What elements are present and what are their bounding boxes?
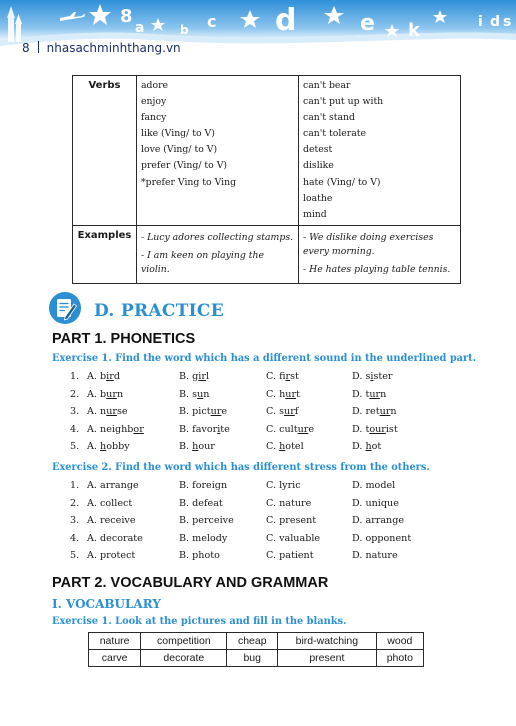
answer-option-a[interactable] <box>87 406 128 417</box>
example-sentence: - He hates playing table tennis. <box>303 263 451 275</box>
dislike-verb-item: can't put up with <box>303 96 384 108</box>
answer-option-b[interactable] <box>179 406 227 417</box>
answer-option-d[interactable]: D. model <box>352 480 396 491</box>
answer-option-c[interactable]: C. valuable <box>266 532 321 544</box>
answer-option-a[interactable] <box>87 371 120 382</box>
word-bank-word: bird-watching <box>278 633 377 650</box>
option-text: C. s <box>266 406 285 418</box>
dislike-verb-item: hate (Ving/ to V) <box>303 176 381 188</box>
underlined-part: h <box>279 441 286 453</box>
underlined-part: i <box>217 423 221 435</box>
answer-option-d[interactable]: D. arrange <box>352 515 405 527</box>
notepad-pencil-icon <box>48 291 82 325</box>
like-verb-item: enjoy <box>141 96 167 108</box>
option-text: obby <box>106 441 130 453</box>
option-text: A. b <box>87 388 107 400</box>
answer-option-b[interactable]: B. photo <box>179 550 220 562</box>
answer-option-a[interactable]: A. collect <box>87 497 133 509</box>
underlined-part: our <box>369 423 386 435</box>
option-text: D. <box>352 441 366 453</box>
answer-option-b[interactable] <box>179 389 209 400</box>
option-text: st <box>290 371 299 382</box>
option-text: d <box>113 371 120 382</box>
example-sentence: - I am keen on playing the violin. <box>141 249 264 275</box>
dislike-verb-item: detest <box>303 144 333 156</box>
option-text: our <box>198 441 215 453</box>
option-text: n <box>116 388 124 400</box>
answer-option-c[interactable] <box>266 441 304 452</box>
word-bank-word: carve <box>89 650 141 667</box>
option-text: ist <box>385 423 398 435</box>
examples-like-cell <box>137 225 299 283</box>
answer-option-d[interactable] <box>352 371 393 382</box>
like-verb-item: love (Ving/ to V) <box>141 144 218 156</box>
option-text: D. t <box>352 423 370 435</box>
option-text: C. cult <box>266 423 298 435</box>
option-text: f <box>294 406 299 418</box>
verbs-row <box>73 76 461 226</box>
answer-option-d[interactable]: D. nature <box>352 550 398 562</box>
question-number: 5. <box>70 550 80 562</box>
underlined-part: ir <box>106 371 114 382</box>
part1-title: PART 1. PHONETICS <box>52 331 196 347</box>
question-number: 3. <box>70 406 80 418</box>
answer-option-d[interactable] <box>352 389 386 400</box>
exercise2-instruction: Exercise 2. Find the word which has different stress from the others. <box>52 462 430 473</box>
option-text: D. s <box>352 371 371 382</box>
word-bank-word: present <box>278 650 377 667</box>
question-number: 2. <box>70 497 80 509</box>
option-text: n <box>390 406 397 418</box>
svg-text:e: e <box>360 11 375 36</box>
answer-option-a[interactable] <box>87 389 123 400</box>
option-text: n <box>380 388 387 400</box>
svg-text:8: 8 <box>120 6 133 27</box>
page-header <box>22 41 181 55</box>
answer-option-d[interactable]: D. unique <box>352 497 399 509</box>
answer-option-c[interactable]: C. lyric <box>266 480 301 491</box>
examples-label: Examples <box>73 225 137 283</box>
underlined-part: or <box>133 423 144 435</box>
vocabulary-heading: I. VOCABULARY <box>52 597 161 611</box>
dislike-verb-item: loathe <box>303 192 333 204</box>
option-text: ster <box>373 371 393 382</box>
underlined-part: ir <box>285 371 291 382</box>
like-verb-item: *prefer Ving to Ving <box>141 176 237 188</box>
answer-option-b[interactable]: B. foreign <box>179 480 228 491</box>
dislike-verb-item: can't stand <box>303 112 355 124</box>
answer-option-b[interactable]: B. perceive <box>179 515 234 527</box>
underlined-part: i <box>370 371 374 382</box>
word-bank-row <box>89 633 424 650</box>
svg-text:k: k <box>408 20 420 41</box>
svg-text:a: a <box>135 20 145 36</box>
option-text: n <box>203 388 210 400</box>
question-number: 2. <box>70 388 80 400</box>
answer-option-c[interactable] <box>266 389 300 400</box>
word-bank-word: cheap <box>227 633 278 650</box>
like-verb-item: fancy <box>141 112 167 124</box>
dislike-verb-item: mind <box>303 208 327 220</box>
answer-option-a[interactable] <box>87 424 144 435</box>
option-text: C. f <box>266 371 286 382</box>
answer-option-a[interactable]: A. protect <box>87 550 136 562</box>
word-bank-word: photo <box>376 650 423 667</box>
answer-option-b[interactable]: B. melody <box>179 532 228 544</box>
vocab-exercise1-instruction: Exercise 1. Look at the pictures and fill in the blanks. <box>52 616 347 627</box>
dislike-verb-item: can't bear <box>303 80 351 91</box>
answer-option-c[interactable] <box>266 424 314 435</box>
svg-text:b: b <box>180 23 189 37</box>
underlined-part: ir <box>198 371 206 382</box>
svg-text:s: s <box>503 14 512 30</box>
practice-title: D. PRACTICE <box>94 301 224 321</box>
option-text: A. neighb <box>87 423 134 435</box>
option-text: D. t <box>352 388 370 400</box>
question-number: 4. <box>70 423 80 435</box>
examples-row <box>73 225 461 283</box>
option-text: e <box>221 406 228 418</box>
underlined-part: ur <box>369 388 381 400</box>
answer-option-a[interactable] <box>87 441 130 452</box>
option-text: e <box>308 423 315 435</box>
word-bank-word: bug <box>227 650 278 667</box>
option-text: A. <box>87 441 101 453</box>
answer-option-b[interactable]: B. defeat <box>179 497 223 509</box>
underlined-part: ur <box>106 406 117 418</box>
option-text: B. s <box>179 388 198 400</box>
answer-option-c[interactable] <box>266 406 298 417</box>
examples-dislike-cell <box>299 225 461 283</box>
underlined-part: ur <box>106 388 117 400</box>
option-text: te <box>220 423 230 435</box>
part2-title: PART 2. VOCABULARY AND GRAMMAR <box>52 575 329 591</box>
answer-option-b[interactable] <box>179 371 209 382</box>
underlined-part: u <box>197 388 204 400</box>
like-verb-item: adore <box>141 80 169 91</box>
answer-option-c[interactable]: C. patient <box>266 550 314 562</box>
example-sentence: - Lucy adores collecting stamps. <box>141 231 294 243</box>
option-text: D. ret <box>352 406 380 418</box>
underlined-part: ur <box>284 406 295 418</box>
option-text: A. b <box>87 371 107 382</box>
question-number: 1. <box>70 371 80 382</box>
underlined-part: ur <box>210 406 222 418</box>
header-divider <box>38 41 39 53</box>
underlined-part: ur <box>379 406 391 418</box>
word-bank-word: nature <box>89 633 141 650</box>
option-text: otel <box>285 441 304 453</box>
like-verb-item: prefer (Ving/ to V) <box>141 160 228 172</box>
answer-option-c[interactable] <box>266 371 299 382</box>
answer-option-d[interactable] <box>352 441 381 452</box>
question-number: 3. <box>70 515 80 527</box>
word-bank-word: decorate <box>141 650 227 667</box>
underlined-part: ur <box>297 423 309 435</box>
answer-option-b[interactable] <box>179 441 215 452</box>
answer-option-d[interactable] <box>352 406 397 417</box>
underlined-part: ur <box>285 388 297 400</box>
underlined-part: h <box>365 441 372 453</box>
answer-option-d[interactable]: D. opponent <box>352 532 412 544</box>
answer-option-b[interactable] <box>179 424 230 435</box>
exercise1-instruction: Exercise 1. Find the word which has a different sound in the underlined part. <box>52 353 477 364</box>
word-bank-table <box>88 632 424 667</box>
grammar-table <box>72 75 461 284</box>
site-name: nhasachminhthang.vn <box>46 41 181 55</box>
option-text: ot <box>371 441 382 453</box>
option-text: se <box>116 406 128 418</box>
question-number: 1. <box>70 480 80 491</box>
like-verb-item: like (Ving/ to V) <box>141 128 215 140</box>
answer-option-c[interactable]: C. present <box>266 515 317 527</box>
answer-option-a[interactable]: A. receive <box>87 515 136 527</box>
svg-text:i: i <box>478 14 483 30</box>
option-text: B. favor <box>179 423 218 435</box>
dislike-verb-item: can't tolerate <box>303 128 367 140</box>
verbs-label: Verbs <box>73 76 137 226</box>
dislike-verb-item: dislike <box>303 160 334 172</box>
word-bank-word: competition <box>141 633 227 650</box>
page-number: 8 <box>22 41 30 55</box>
answer-option-c[interactable]: C. nature <box>266 497 312 509</box>
header-banner <box>0 0 516 64</box>
word-bank-word: wood <box>376 633 423 650</box>
underlined-part: h <box>192 441 199 453</box>
question-number: 5. <box>70 441 80 453</box>
option-text: A. n <box>87 406 107 418</box>
dislike-verbs-cell <box>299 76 461 226</box>
option-text: C. <box>266 441 280 453</box>
option-text: t <box>296 388 300 400</box>
option-text: l <box>205 371 210 382</box>
like-verbs-cell <box>137 76 299 226</box>
svg-text:c: c <box>207 12 217 31</box>
option-text: B. g <box>179 371 199 382</box>
question-number: 4. <box>70 532 80 544</box>
answer-option-d[interactable] <box>352 424 398 435</box>
option-text: B. <box>179 441 193 453</box>
svg-text:d: d <box>275 3 297 38</box>
option-text: B. pict <box>179 406 211 418</box>
svg-text:d: d <box>490 14 501 30</box>
answer-option-a[interactable]: A. decorate <box>87 532 143 544</box>
underlined-part: h <box>100 441 107 453</box>
example-sentence: - We dislike doing exercises every morning. <box>303 231 434 257</box>
answer-option-a[interactable]: A. arrange <box>87 480 139 491</box>
option-text: C. h <box>266 388 286 400</box>
word-bank-row <box>89 650 424 667</box>
